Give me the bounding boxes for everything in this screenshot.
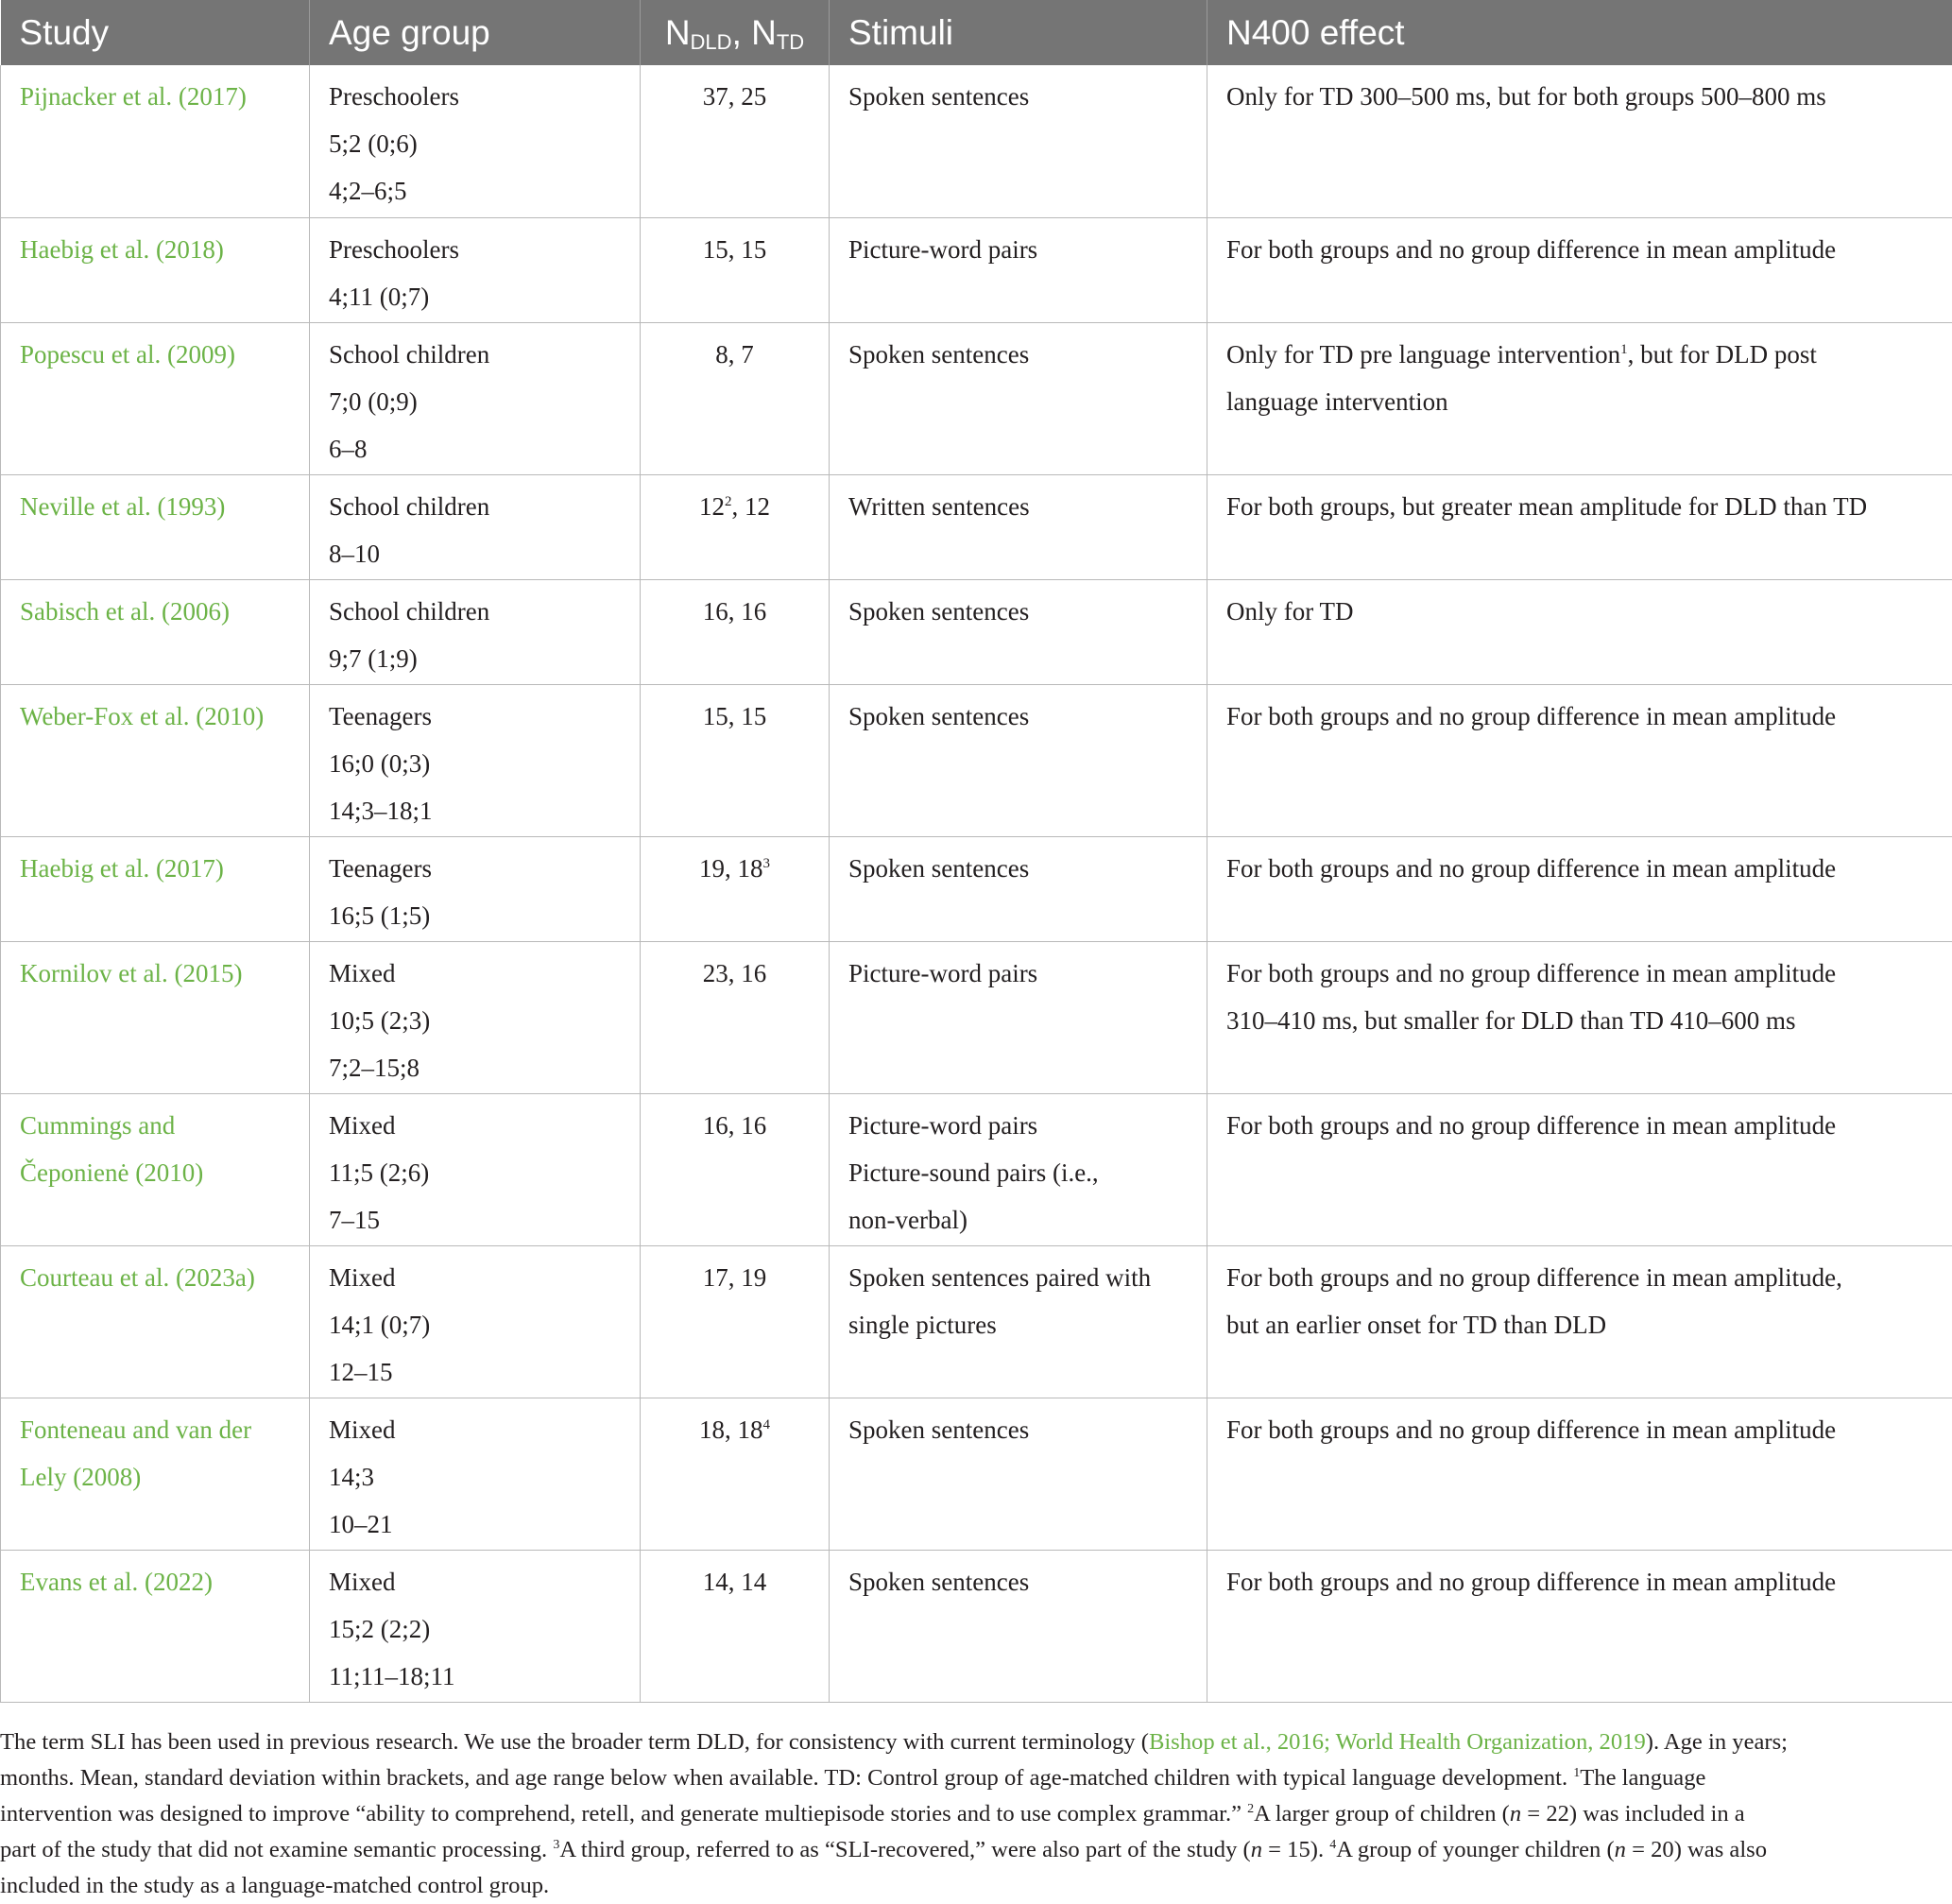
cell-study[interactable]: Evans et al. (2022) (1, 1550, 310, 1702)
footnote-italic-n: n (1510, 1801, 1521, 1827)
age-line: 15;2 (2;2) (329, 1605, 621, 1653)
effect-line: For both groups and no group difference in mean amplitude (1226, 950, 1933, 997)
stimuli-line: Spoken sentences (848, 73, 1188, 120)
header-study: Study (1, 0, 310, 65)
cell-age-group (310, 941, 641, 1093)
study-line[interactable]: Čeponienė (2010) (20, 1149, 290, 1196)
footnote-text: The term SLI has been used in previous research. We use the broader term DLD, for consistency with current terminology ( (0, 1729, 1149, 1755)
age-line: Preschoolers (329, 226, 621, 273)
age-line: 12–15 (329, 1348, 621, 1396)
cell-n400-effect (1207, 941, 1952, 1093)
table-row (1, 941, 1952, 1093)
age-line: Mixed (329, 1558, 621, 1605)
cell-stimuli (830, 322, 1207, 474)
footnote-text: A third group, referred to as “SLI-recovered,” were also part of the study ( (559, 1837, 1250, 1862)
effect-line: but an earlier onset for TD than DLD (1226, 1301, 1933, 1348)
stimuli-line: Spoken sentences paired with (848, 1254, 1188, 1301)
cell-study[interactable]: Pijnacker et al. (2017) (1, 65, 310, 217)
cell-stimuli (830, 474, 1207, 579)
effect-line: For both groups and no group difference in mean amplitude, (1226, 1254, 1933, 1301)
stimuli-line: Picture-sound pairs (i.e., (848, 1149, 1188, 1196)
stimuli-line: Picture-word pairs (848, 950, 1188, 997)
cell-age-group (310, 579, 641, 684)
cell-n400-effect (1207, 1245, 1952, 1398)
study-line[interactable]: Cummings and (20, 1102, 290, 1149)
cell-age-group (310, 217, 641, 322)
age-line: 9;7 (1;9) (329, 635, 621, 682)
cell-n: 15, 15 (641, 684, 830, 836)
effect-line: For both groups and no group difference in mean amplitude (1226, 845, 1933, 892)
cell-stimuli (830, 684, 1207, 836)
cell-n: 17, 19 (641, 1245, 830, 1398)
age-line: 14;3 (329, 1453, 621, 1501)
cell-n: 16, 16 (641, 1093, 830, 1245)
age-line: 10;5 (2;3) (329, 997, 621, 1044)
cell-stimuli (830, 836, 1207, 941)
effect-line: For both groups and no group difference in mean amplitude (1226, 1558, 1933, 1605)
cell-study[interactable]: Haebig et al. (2018) (1, 217, 310, 322)
cell-age-group (310, 836, 641, 941)
cell-n400-effect (1207, 217, 1952, 322)
header-n-sep: , (732, 13, 752, 52)
cell-n: 8, 7 (641, 322, 830, 474)
footnote-marker: 3 (553, 1838, 559, 1852)
cell-n: 16, 16 (641, 579, 830, 684)
stimuli-line: Spoken sentences (848, 693, 1188, 740)
age-line: 14;1 (0;7) (329, 1301, 621, 1348)
cell-age-group (310, 474, 641, 579)
header-n (641, 0, 830, 65)
cell-stimuli (830, 1093, 1207, 1245)
age-line: 11;5 (2;6) (329, 1149, 621, 1196)
stimuli-line: Picture-word pairs (848, 226, 1188, 273)
table-row (1, 474, 1952, 579)
cell-study[interactable]: Sabisch et al. (2006) (1, 579, 310, 684)
cell-stimuli (830, 1245, 1207, 1398)
cell-n (641, 836, 830, 941)
effect-line: For both groups and no group difference in mean amplitude (1226, 1406, 1933, 1453)
effect-line: For both groups, but greater mean amplitude for DLD than TD (1226, 483, 1933, 530)
age-line: 8–10 (329, 530, 621, 577)
footnote-italic-n: n (1615, 1837, 1626, 1862)
effect-text: Only for TD pre language intervention (1226, 340, 1620, 369)
age-line: 10–21 (329, 1501, 621, 1548)
cell-n: 14, 14 (641, 1550, 830, 1702)
header-n-sub-dld: DLD (691, 30, 732, 54)
citation-link[interactable]: Bishop et al., 2016; World Health Organization, 2019 (1149, 1729, 1646, 1755)
age-line: School children (329, 483, 621, 530)
age-line: Mixed (329, 1406, 621, 1453)
age-line: School children (329, 331, 621, 378)
cell-study[interactable]: Courteau et al. (2023a) (1, 1245, 310, 1398)
age-line: 5;2 (0;6) (329, 120, 621, 167)
study-line[interactable]: Lely (2008) (20, 1453, 290, 1501)
effect-line (1226, 331, 1933, 378)
stimuli-line: Spoken sentences (848, 1558, 1188, 1605)
table-row (1, 684, 1952, 836)
effect-line: For both groups and no group difference in mean amplitude (1226, 226, 1933, 273)
cell-n400-effect (1207, 579, 1952, 684)
cell-age-group (310, 322, 641, 474)
footnote-text: A group of younger children ( (1336, 1837, 1614, 1862)
cell-stimuli (830, 1398, 1207, 1550)
effect-line: language intervention (1226, 378, 1933, 425)
footnote-marker: 1 (1620, 342, 1628, 357)
stimuli-line: non-verbal) (848, 1196, 1188, 1244)
footnote-line (0, 1760, 1952, 1796)
cell-n400-effect (1207, 65, 1952, 217)
cell-age-group (310, 1093, 641, 1245)
age-line: 7;2–15;8 (329, 1044, 621, 1091)
stimuli-line: Spoken sentences (848, 1406, 1188, 1453)
cell-n: 15, 15 (641, 217, 830, 322)
cell-stimuli (830, 579, 1207, 684)
footnote-text: intervention was designed to improve “ability to comprehend, retell, and generate multiepisode stories and to use complex grammar.” (0, 1801, 1247, 1827)
n-text: 18, 18 (699, 1415, 763, 1444)
footnote-line (0, 1832, 1952, 1868)
footnote-text: = 15). (1262, 1837, 1329, 1862)
table-row (1, 1550, 1952, 1702)
effect-line: For both groups and no group difference in mean amplitude (1226, 693, 1933, 740)
table-header-row (1, 0, 1952, 65)
footnote-marker: 4 (763, 1417, 771, 1432)
cell-study[interactable]: Kornilov et al. (2015) (1, 941, 310, 1093)
cell-stimuli (830, 941, 1207, 1093)
effect-line: Only for TD (1226, 588, 1933, 635)
header-n-sub-td: TD (777, 30, 804, 54)
cell-study[interactable]: Haebig et al. (2017) (1, 836, 310, 941)
stimuli-line: Spoken sentences (848, 588, 1188, 635)
footnote-marker: 2 (725, 494, 732, 509)
cell-age-group (310, 1245, 641, 1398)
table-footnote (0, 1724, 1952, 1904)
age-line: 11;11–18;11 (329, 1653, 621, 1700)
stimuli-line: single pictures (848, 1301, 1188, 1348)
header-n-base-td: N (751, 13, 777, 52)
cell-stimuli (830, 65, 1207, 217)
n-text: 12 (699, 492, 725, 521)
footnote-text: A larger group of children ( (1254, 1801, 1510, 1827)
table-row (1, 1398, 1952, 1550)
cell-stimuli (830, 217, 1207, 322)
footnote-text: = 20) was also (1626, 1837, 1767, 1862)
footnote-text: The language (1580, 1765, 1705, 1791)
table-row (1, 836, 1952, 941)
cell-n400-effect (1207, 1550, 1952, 1702)
footnote-marker: 3 (763, 856, 771, 871)
cell-study[interactable] (1, 1398, 310, 1550)
footnote-text: ). Age in years; (1646, 1729, 1788, 1755)
age-line: Teenagers (329, 693, 621, 740)
table-row (1, 579, 1952, 684)
cell-n400-effect (1207, 322, 1952, 474)
footnote-line (0, 1796, 1952, 1832)
study-line[interactable]: Fonteneau and van der (20, 1406, 290, 1453)
cell-n400-effect (1207, 1093, 1952, 1245)
age-line: 7–15 (329, 1196, 621, 1244)
table-row (1, 1245, 1952, 1398)
age-line: 6–8 (329, 425, 621, 472)
header-n-base-dld: N (665, 13, 691, 52)
n-text: , 12 (732, 492, 771, 521)
effect-line: 310–410 ms, but smaller for DLD than TD 410–600 ms (1226, 997, 1933, 1044)
age-line: Mixed (329, 1254, 621, 1301)
header-stimuli: Stimuli (830, 0, 1207, 65)
cell-age-group (310, 1550, 641, 1702)
cell-n400-effect (1207, 836, 1952, 941)
age-line: 16;5 (1;5) (329, 892, 621, 939)
cell-stimuli (830, 1550, 1207, 1702)
age-line: Teenagers (329, 845, 621, 892)
table-row (1, 217, 1952, 322)
cell-n400-effect (1207, 684, 1952, 836)
cell-n: 23, 16 (641, 941, 830, 1093)
cell-n: 37, 25 (641, 65, 830, 217)
table-row (1, 65, 1952, 217)
stimuli-line: Written sentences (848, 483, 1188, 530)
cell-age-group (310, 1398, 641, 1550)
stimuli-line: Spoken sentences (848, 845, 1188, 892)
footnote-text: part of the study that did not examine semantic processing. (0, 1837, 553, 1862)
footnote-marker: 1 (1573, 1766, 1580, 1780)
cell-n400-effect (1207, 1398, 1952, 1550)
cell-study[interactable]: Weber-Fox et al. (2010) (1, 684, 310, 836)
cell-study[interactable] (1, 1093, 310, 1245)
cell-study[interactable]: Popescu et al. (2009) (1, 322, 310, 474)
age-line: Preschoolers (329, 73, 621, 120)
age-line: 7;0 (0;9) (329, 378, 621, 425)
footnote-italic-n: n (1251, 1837, 1262, 1862)
footnote-line: included in the study as a language-matched control group. (0, 1868, 1952, 1904)
age-line: 4;2–6;5 (329, 167, 621, 214)
cell-n400-effect (1207, 474, 1952, 579)
effect-line: For both groups and no group difference in mean amplitude (1226, 1102, 1933, 1149)
effect-text: , but for DLD post (1628, 340, 1817, 369)
age-line: Mixed (329, 1102, 621, 1149)
cell-n (641, 1398, 830, 1550)
footnote-marker: 2 (1247, 1802, 1254, 1816)
age-line: School children (329, 588, 621, 635)
age-line: Mixed (329, 950, 621, 997)
footnote-text: = 22) was included in a (1521, 1801, 1745, 1827)
age-line: 14;3–18;1 (329, 787, 621, 834)
header-age-group: Age group (310, 0, 641, 65)
cell-age-group (310, 65, 641, 217)
table-row (1, 1093, 1952, 1245)
stimuli-line: Picture-word pairs (848, 1102, 1188, 1149)
age-line: 16;0 (0;3) (329, 740, 621, 787)
footnote-marker: 4 (1329, 1838, 1336, 1852)
cell-study[interactable]: Neville et al. (1993) (1, 474, 310, 579)
footnote-text: months. Mean, standard deviation within brackets, and age range below when available. TD: Control group of age-matched children with typical language development. (0, 1765, 1573, 1791)
effect-line: Only for TD 300–500 ms, but for both groups 500–800 ms (1226, 73, 1933, 120)
table-row (1, 322, 1952, 474)
header-n400-effect: N400 effect (1207, 0, 1952, 65)
n-text: 19, 18 (699, 854, 763, 883)
cell-age-group (310, 684, 641, 836)
stimuli-line: Spoken sentences (848, 331, 1188, 378)
footnote-line (0, 1724, 1952, 1760)
cell-n (641, 474, 830, 579)
age-line: 4;11 (0;7) (329, 273, 621, 320)
